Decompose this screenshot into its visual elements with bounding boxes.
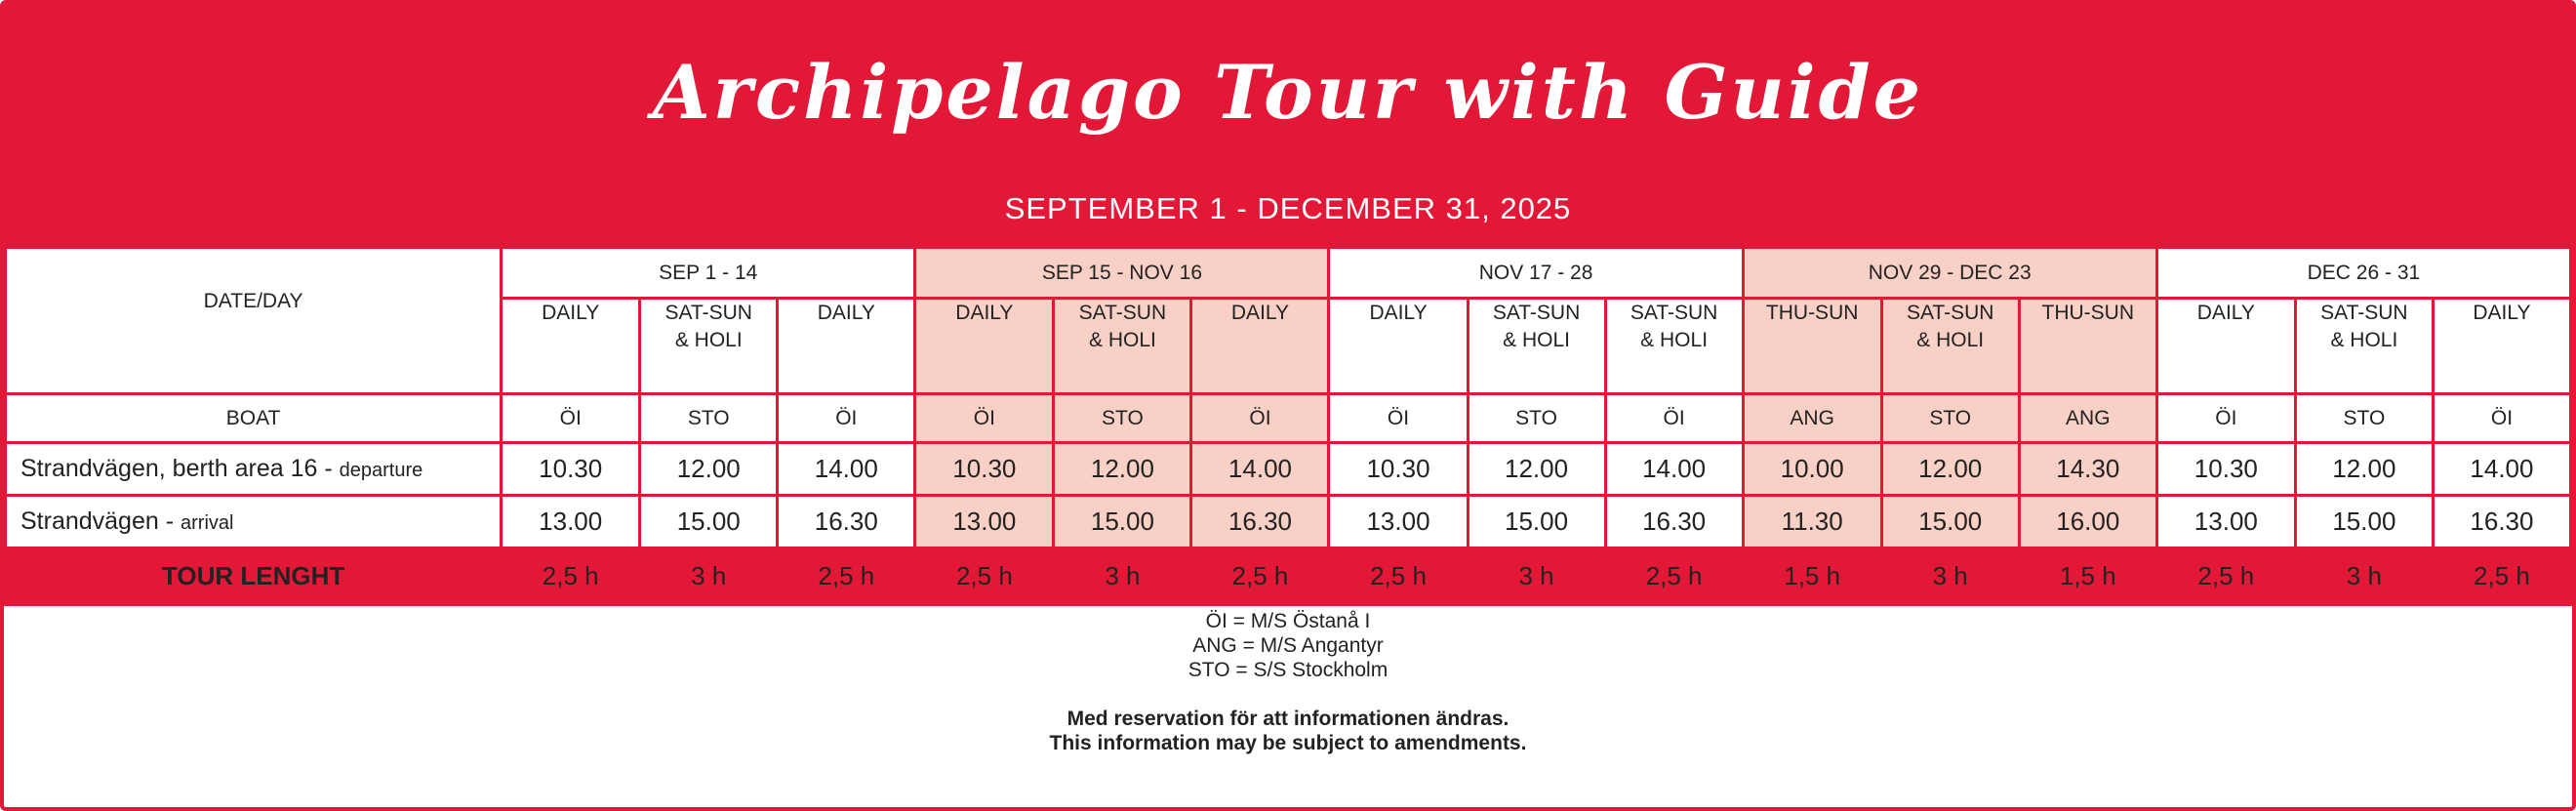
tour-length-value: 3 h: [2295, 548, 2433, 605]
arrival-time: 13.00: [2156, 496, 2295, 548]
departure-time: 10.00: [1743, 443, 1881, 496]
tour-length-value: 3 h: [640, 548, 778, 605]
arrival-time: 15.00: [2295, 496, 2433, 548]
day-line-1: SAT-SUN: [2320, 302, 2408, 324]
boat-cell: ÖI: [2156, 394, 2295, 443]
day-line-1: SAT-SUN: [664, 302, 752, 324]
day-line-1: DAILY: [1369, 302, 1428, 324]
boat-row: [6, 394, 2571, 443]
boat-cell: ÖI: [1329, 394, 1468, 443]
day-line-1: SAT-SUN: [1492, 302, 1581, 324]
day-line-1: SAT-SUN: [1078, 302, 1167, 324]
day-header: [640, 299, 778, 394]
disclaimer-english: This information may be subject to amendments.: [1049, 732, 1527, 754]
departure-row: [6, 443, 2571, 496]
day-line-1: DAILY: [2473, 302, 2531, 324]
departure-label: Strandvägen, berth area 16 - departure: [6, 443, 502, 496]
arrival-time: 16.30: [1191, 496, 1329, 548]
tour-length-value: 2,5 h: [1191, 548, 1329, 605]
departure-time: 10.30: [502, 443, 640, 496]
tour-length-value: 1,5 h: [1743, 548, 1881, 605]
tour-length-value: 2,5 h: [778, 548, 915, 605]
day-line-2: & HOLI: [1503, 329, 1570, 351]
tour-length-row: [6, 548, 2571, 605]
boat-cell: ÖI: [1605, 394, 1743, 443]
page-title: Archipelago Tour with Guide: [652, 49, 1924, 136]
departure-time: 14.00: [2433, 443, 2570, 496]
boat-cell: ÖI: [915, 394, 1054, 443]
tour-length-value: 2,5 h: [502, 548, 640, 605]
tour-length-value: 3 h: [1881, 548, 2019, 605]
arrival-time: 15.00: [1054, 496, 1191, 548]
date-range-subtitle: SEPTEMBER 1 - DECEMBER 31, 2025: [1004, 191, 1572, 225]
arrival-time: 16.30: [2433, 496, 2570, 548]
boat-cell: ÖI: [1191, 394, 1329, 443]
day-line-1: SAT-SUN: [1906, 302, 1994, 324]
tour-length-value: 1,5 h: [2019, 548, 2156, 605]
corner-label: DATE/DAY: [6, 248, 502, 394]
arrival-time: 11.30: [1743, 496, 1881, 548]
day-line-1: DAILY: [817, 302, 875, 324]
boat-cell: ÖI: [2433, 394, 2570, 443]
tour-length-value: 2,5 h: [1605, 548, 1743, 605]
departure-time: 12.00: [640, 443, 778, 496]
departure-time: 10.30: [1329, 443, 1468, 496]
day-line-1: DAILY: [955, 302, 1014, 324]
boat-cell: STO: [1054, 394, 1191, 443]
period-header: NOV 17 - 28: [1329, 248, 1743, 299]
departure-time: 14.00: [1605, 443, 1743, 496]
day-line-2: & HOLI: [1088, 329, 1156, 351]
departure-time: 12.00: [1054, 443, 1191, 496]
arrival-time: 15.00: [1468, 496, 1605, 548]
arrival-time: 16.30: [1605, 496, 1743, 548]
arrival-time: 13.00: [1329, 496, 1468, 548]
arrival-time: 16.00: [2019, 496, 2156, 548]
departure-time: 12.00: [1881, 443, 2019, 496]
period-header: NOV 29 - DEC 23: [1743, 248, 2156, 299]
boat-cell: STO: [640, 394, 778, 443]
arrival-row: [6, 496, 2571, 548]
day-line-2: & HOLI: [1916, 329, 1985, 351]
day-header: [2433, 299, 2570, 394]
day-line-1: DAILY: [542, 302, 600, 324]
day-line-2: & HOLI: [674, 329, 743, 351]
day-line-1: SAT-SUN: [1630, 302, 1718, 324]
boat-cell: STO: [1468, 394, 1605, 443]
day-header: [1743, 299, 1881, 394]
day-header: [1605, 299, 1743, 394]
legend-item: STO = S/S Stockholm: [1187, 659, 1389, 681]
arrival-time: 15.00: [1881, 496, 2019, 548]
tour-length-label: TOUR LENGHT: [6, 548, 502, 605]
boat-cell: ÖI: [502, 394, 640, 443]
day-header: [2295, 299, 2433, 394]
tour-length-value: 3 h: [1054, 548, 1191, 605]
legend-item: ANG = M/S Angantyr: [1192, 634, 1384, 657]
arrival-label: Strandvägen - arrival: [6, 496, 502, 548]
day-header: [502, 299, 640, 394]
tour-length-value: 2,5 h: [1329, 548, 1468, 605]
day-header: [1054, 299, 1191, 394]
tour-length-value: 2,5 h: [2433, 548, 2570, 605]
period-header: SEP 15 - NOV 16: [915, 248, 1329, 299]
day-header: [1191, 299, 1329, 394]
day-line-1: DAILY: [2196, 302, 2255, 324]
departure-time: 14.30: [2019, 443, 2156, 496]
boat-cell: ANG: [1743, 394, 1881, 443]
boat-label: BOAT: [6, 394, 502, 443]
day-header: [1881, 299, 2019, 394]
tour-length-value: 2,5 h: [2156, 548, 2295, 605]
header-banner: [4, 4, 2572, 246]
day-header: [2156, 299, 2295, 394]
day-header: [2019, 299, 2156, 394]
period-header-row: [6, 248, 2571, 299]
departure-time: 14.00: [778, 443, 915, 496]
tour-length-value: 3 h: [1468, 548, 1605, 605]
arrival-time: 16.30: [778, 496, 915, 548]
legend-item: ÖI = M/S Östanå I: [1205, 610, 1371, 632]
period-header: DEC 26 - 31: [2156, 248, 2570, 299]
arrival-time: 15.00: [640, 496, 778, 548]
day-line-1: DAILY: [1230, 302, 1290, 324]
boat-cell: STO: [1881, 394, 2019, 443]
departure-time: 10.30: [2156, 443, 2295, 496]
day-line-2: & HOLI: [2330, 329, 2398, 351]
day-header: [778, 299, 915, 394]
arrival-time: 13.00: [502, 496, 640, 548]
period-header: SEP 1 - 14: [502, 248, 915, 299]
boat-cell: ÖI: [778, 394, 915, 443]
departure-time: 12.00: [2295, 443, 2433, 496]
day-line-1: THU-SUN: [2041, 302, 2135, 324]
disclaimer-swedish: Med reservation för att informationen ändras.: [1067, 708, 1509, 730]
arrival-time: 13.00: [915, 496, 1054, 548]
footer-legend: [4, 609, 2572, 755]
day-header: [1468, 299, 1605, 394]
departure-time: 12.00: [1468, 443, 1605, 496]
day-line-1: THU-SUN: [1765, 302, 1859, 324]
departure-time: 14.00: [1191, 443, 1329, 496]
tour-length-value: 2,5 h: [915, 548, 1054, 605]
day-header: [1329, 299, 1468, 394]
day-line-2: & HOLI: [1640, 329, 1709, 351]
boat-cell: ANG: [2019, 394, 2156, 443]
boat-cell: STO: [2295, 394, 2433, 443]
schedule-table: [4, 246, 2572, 606]
departure-time: 10.30: [915, 443, 1054, 496]
day-header: [915, 299, 1054, 394]
